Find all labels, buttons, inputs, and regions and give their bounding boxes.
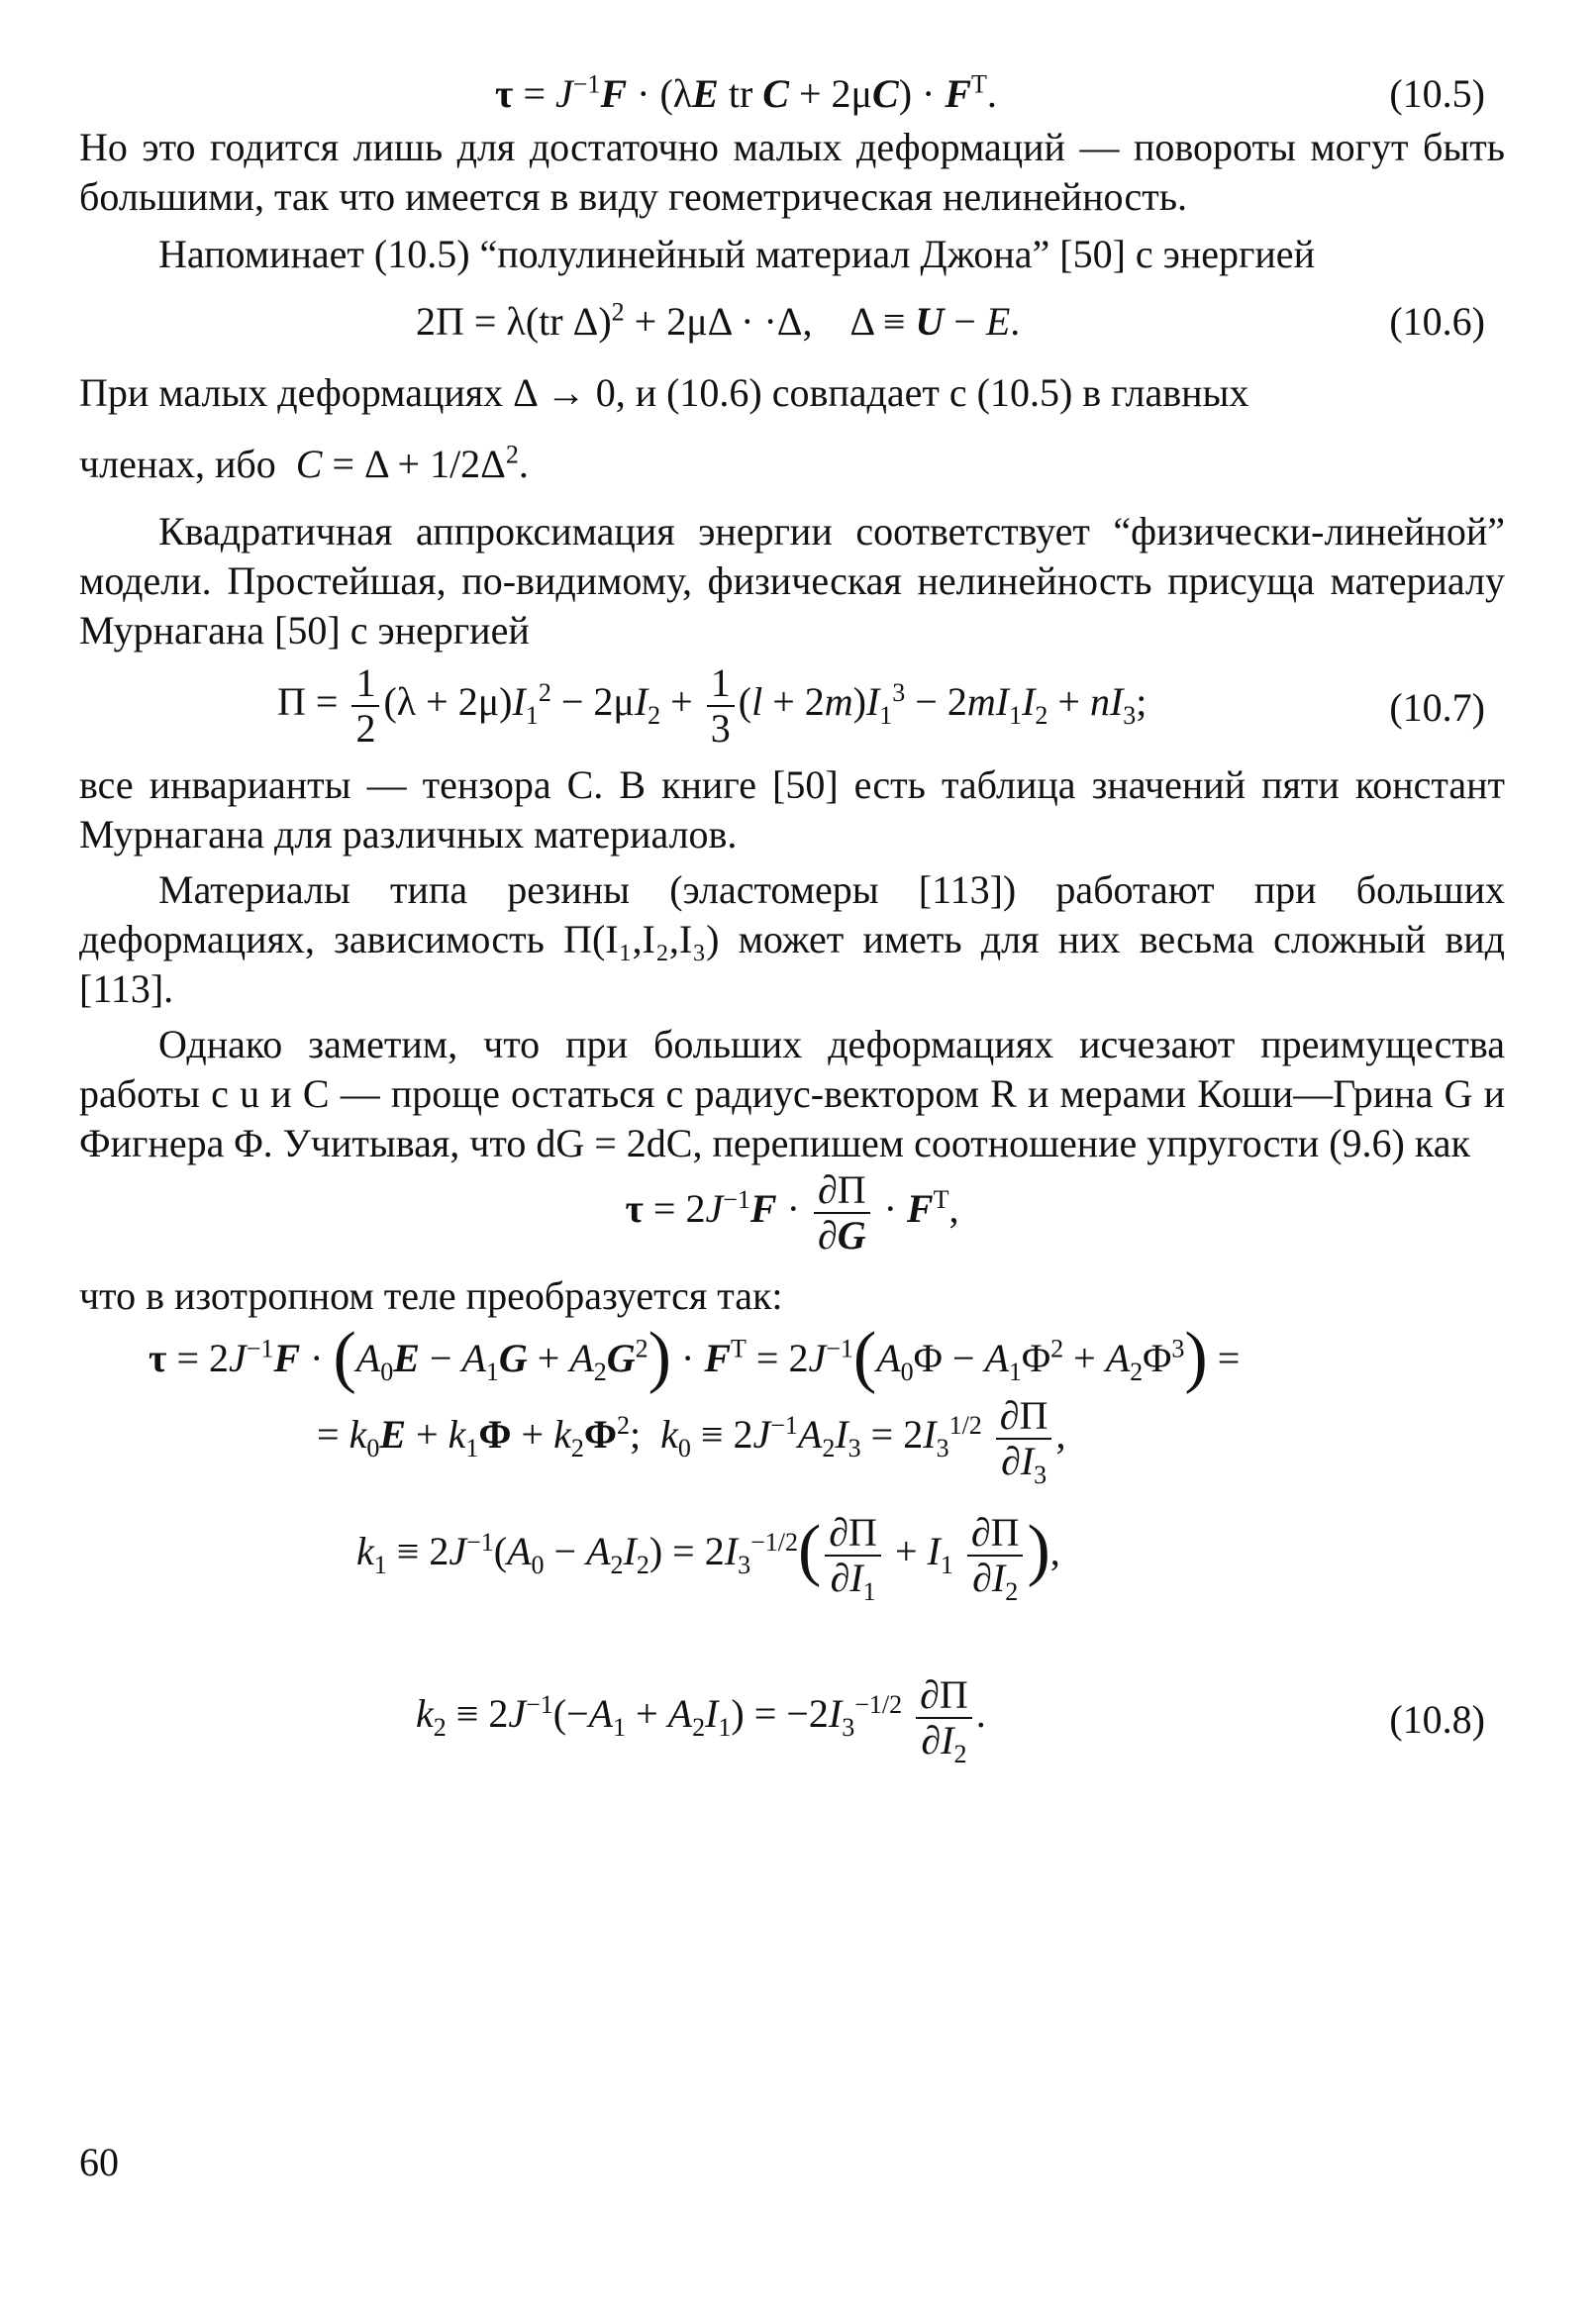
paragraph: Но это годится лишь для достаточно малых деформаций — повороты могут быть большими, так что имеется в виду геометрическая нелинейность. [79,125,1505,219]
paragraph: Напоминает (10.5) “полулинейный материал Джона” [50] с энергией [158,232,1315,276]
equation-line-3: $k_1 \equiv 2J^{-1}(A_0 - A_2I_2) = 2I_3^{-1/2}$( $\frac{\partial П}{\partial I_1}$ + $I_1$ $\frac{\partial П}{\partial I_2}$ ), [356,1510,1060,1606]
paragraph: Однако заметим, что при больших деформациях исчезают преимущества работы с u и C — проще остаться с радиус-вектором R и мерами Коши—Грина G и Фигнера Φ. Учитывая, что dG = 2dC, перепишем соотношение упругости (9.6) как [79,1022,1505,1165]
equation-body: $\tau = J^{-1}F \cdot (\lambda E$ tr $C + 2\mu C) \cdot F^T$. [495,69,997,116]
page-content [79,69,1505,1776]
paragraph: При малых деформациях Δ → 0, и (10.6) совпадает с (10.5) в главных [79,370,1249,415]
paragraph: Квадратичная аппроксимация энергии соответствует “физически-линейной” модели. Простейшая, по-видимому, физическая нелинейность присуща материалу Мурнагана [50] с энергией [79,509,1505,653]
equation-10-8 [79,1673,1505,1776]
equation-tau: $\tau = 2J^{-1}F$ · $\frac{\partial П}{\partial G}$ · $F^T$, [625,1167,959,1258]
equation-number: (10.8) [1389,1697,1485,1742]
paragraph: Материалы типа резины (эластомеры [113]) работают при больших деформациях, зависимость П(I₁,I₂,I₃) может иметь для них весьма сложный вид [113]. [79,867,1505,1011]
equation-body: 2П = λ(tr Δ)$^2$ + 2μΔ · ·Δ, Δ ≡ U − E. [416,297,1021,344]
equation-body: $k_2 \equiv 2J^{-1}(-A_1 + A_2I_1) = -2I_3^{-1/2}$ $\frac{\partial П}{\partial I_2}$ . [416,1672,986,1768]
equation-body: П = $\frac{1}{2}$ $(\lambda + 2\mu)I_1^2 - 2\mu I_2$ + $\frac{1}{3}$ $(l + 2m)I_1^3 - 2mI_1I_2 + nI_3$; [277,660,1147,751]
equation-line-2: = $k_0E + k_1\Phi + k_2\Phi^2$; $k_0 \equiv 2J^{-1}A_2I_3 = 2I_3^{1/2}$ $\frac{\partial П}{\partial I_3}$ , [317,1393,1066,1489]
equation-number: (10.6) [1389,299,1485,344]
paragraph: что в изотропном теле преобразуется так: [79,1273,783,1318]
equation-number: (10.7) [1389,685,1485,730]
paragraph: все инварианты — тензора C. В книге [50] есть таблица значений пяти констант Мурнагана для различных материалов. [79,762,1505,856]
paragraph: членах, ибо $C = \Delta + 1/2\Delta^2$. [79,440,529,486]
equation-number: (10.5) [1389,71,1485,116]
equation-line-1: $\tau = 2J^{-1}F \cdot (A_0E - A_1G + A_2G^2) \cdot F^T = 2J^{-1}(A_0\Phi - A_1\Phi^2 + A_2\Phi^3)$ = [149,1319,1241,1395]
equation-10-6 [79,291,1505,351]
equation-10-7 [79,661,1505,760]
page-number: 60 [79,2140,119,2184]
equation-10-5 [79,69,1505,123]
